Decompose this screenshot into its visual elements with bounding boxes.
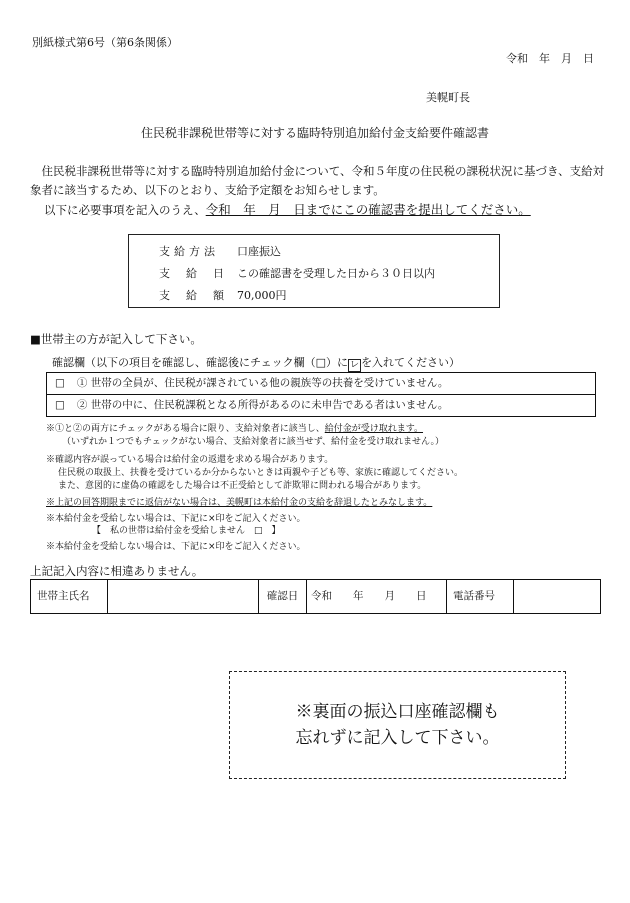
note-ineligible: （いずれか１つでもチェックがない場合、支給対象者に該当せず、給付金を受け取れません。） (62, 437, 445, 447)
payment-method-value: 口座振込 (237, 245, 281, 258)
confirmation-statement: 上記記入内容に相違ありません。 (30, 564, 204, 578)
note-refund: ※確認内容が誤っている場合は給付金の返還を求める場合があります。 (46, 455, 334, 465)
note-fraud: また、意図的に虚偽の確認をした場合は不正受給として詐欺罪に問われる場合があります。 (58, 481, 427, 491)
confirm-date-field[interactable]: 令和 年 月 日 (307, 580, 447, 613)
note-eligibility (46, 423, 423, 436)
signature-table (30, 579, 601, 614)
document-title: 住民税非課税世帯等に対する臨時特別追加給付金支給要件確認書 (140, 126, 489, 140)
decline-checkbox[interactable]: 【 私の世帯は給付金を受給しません □ 】 (92, 526, 281, 536)
checklist-item (47, 373, 595, 394)
payment-amount-label: 支給額 (159, 289, 240, 302)
note-deadline: ※上記の回答期限までに返信がない場合は、美幌町は本給付金の支給を辞退したとみなします。 (46, 498, 433, 508)
note-decline: ※本給付金を受給しない場合は、下記に×印をご記入ください。 (46, 514, 306, 524)
check-intro-a: 確認欄（以下の項目を確認し、確認後にチェック欄（□）に (52, 356, 349, 369)
head-name-label: 世帯主氏名 (31, 580, 108, 613)
payment-amount-value: 70,000円 (237, 289, 287, 302)
checkbox-item-2[interactable]: □ (55, 399, 65, 411)
intro-paragraph (30, 162, 605, 200)
bank-account-notice (229, 671, 566, 779)
checklist-table (46, 372, 596, 417)
form-number: 別紙様式第6号（第6条関係） (32, 36, 178, 49)
notice-line-2: 忘れずに記入して下さい。 (295, 728, 500, 748)
checklist-item (47, 394, 595, 416)
submission-deadline: 令和 年 月 日までにこの確認書を提出してください。 (205, 202, 531, 217)
notice-line-1: ※裏面の振込口座確認欄も (295, 702, 500, 722)
section-heading: ■世帯主の方が記入して下さい。 (30, 332, 202, 346)
issue-date: 令和 年 月 日 (506, 52, 594, 65)
payment-date-value: この確認書を受理した日から３０日以内 (237, 267, 435, 280)
head-name-field[interactable] (108, 580, 259, 613)
payment-method-label: 支給方法 (159, 245, 219, 258)
intro-prefix: 以下に必要事項を記入のうえ、 (44, 203, 206, 217)
intro-text: 住民税非課税世帯等に対する臨時特別追加給付金について、令和５年度の住民税の課税状況に基づき、支給対象者に該当するため、以下のとおり、支給予定額をお知らせします。 (30, 164, 605, 197)
check-mark-icon: レ (350, 360, 360, 370)
checklist-item-text: ① 世帯の全員が、住民税が課されている他の親族等の扶養を受けていません。 (76, 377, 449, 389)
check-intro-b: を入れてください） (361, 356, 461, 369)
confirm-date-label: 確認日 (259, 580, 307, 613)
note-decline-repeat: ※本給付金を受給しない場合は、下記に×印をご記入ください。 (46, 542, 306, 552)
intro-deadline-line (44, 200, 531, 218)
checklist-item-text: ② 世帯の中に、住民税課税となる所得があるのに未申告である者はいません。 (76, 399, 449, 411)
phone-label: 電話番号 (447, 580, 514, 613)
issuer: 美幌町長 (426, 91, 470, 104)
note-eligibility-b: 給付金が受け取れます。 (324, 424, 424, 434)
note-dependents: 住民税の取扱上、扶養を受けているか分からないときは両親や子ども等、家族に確認してください。 (58, 468, 464, 478)
checkbox-item-1[interactable]: □ (55, 377, 65, 389)
payment-date-label: 支給日 (159, 267, 240, 280)
payment-info-box (128, 234, 500, 308)
note-eligibility-a: ※①と②の両方にチェックがある場合に限り、支給対象者に該当し、 (46, 424, 325, 434)
check-instructions (52, 354, 460, 372)
